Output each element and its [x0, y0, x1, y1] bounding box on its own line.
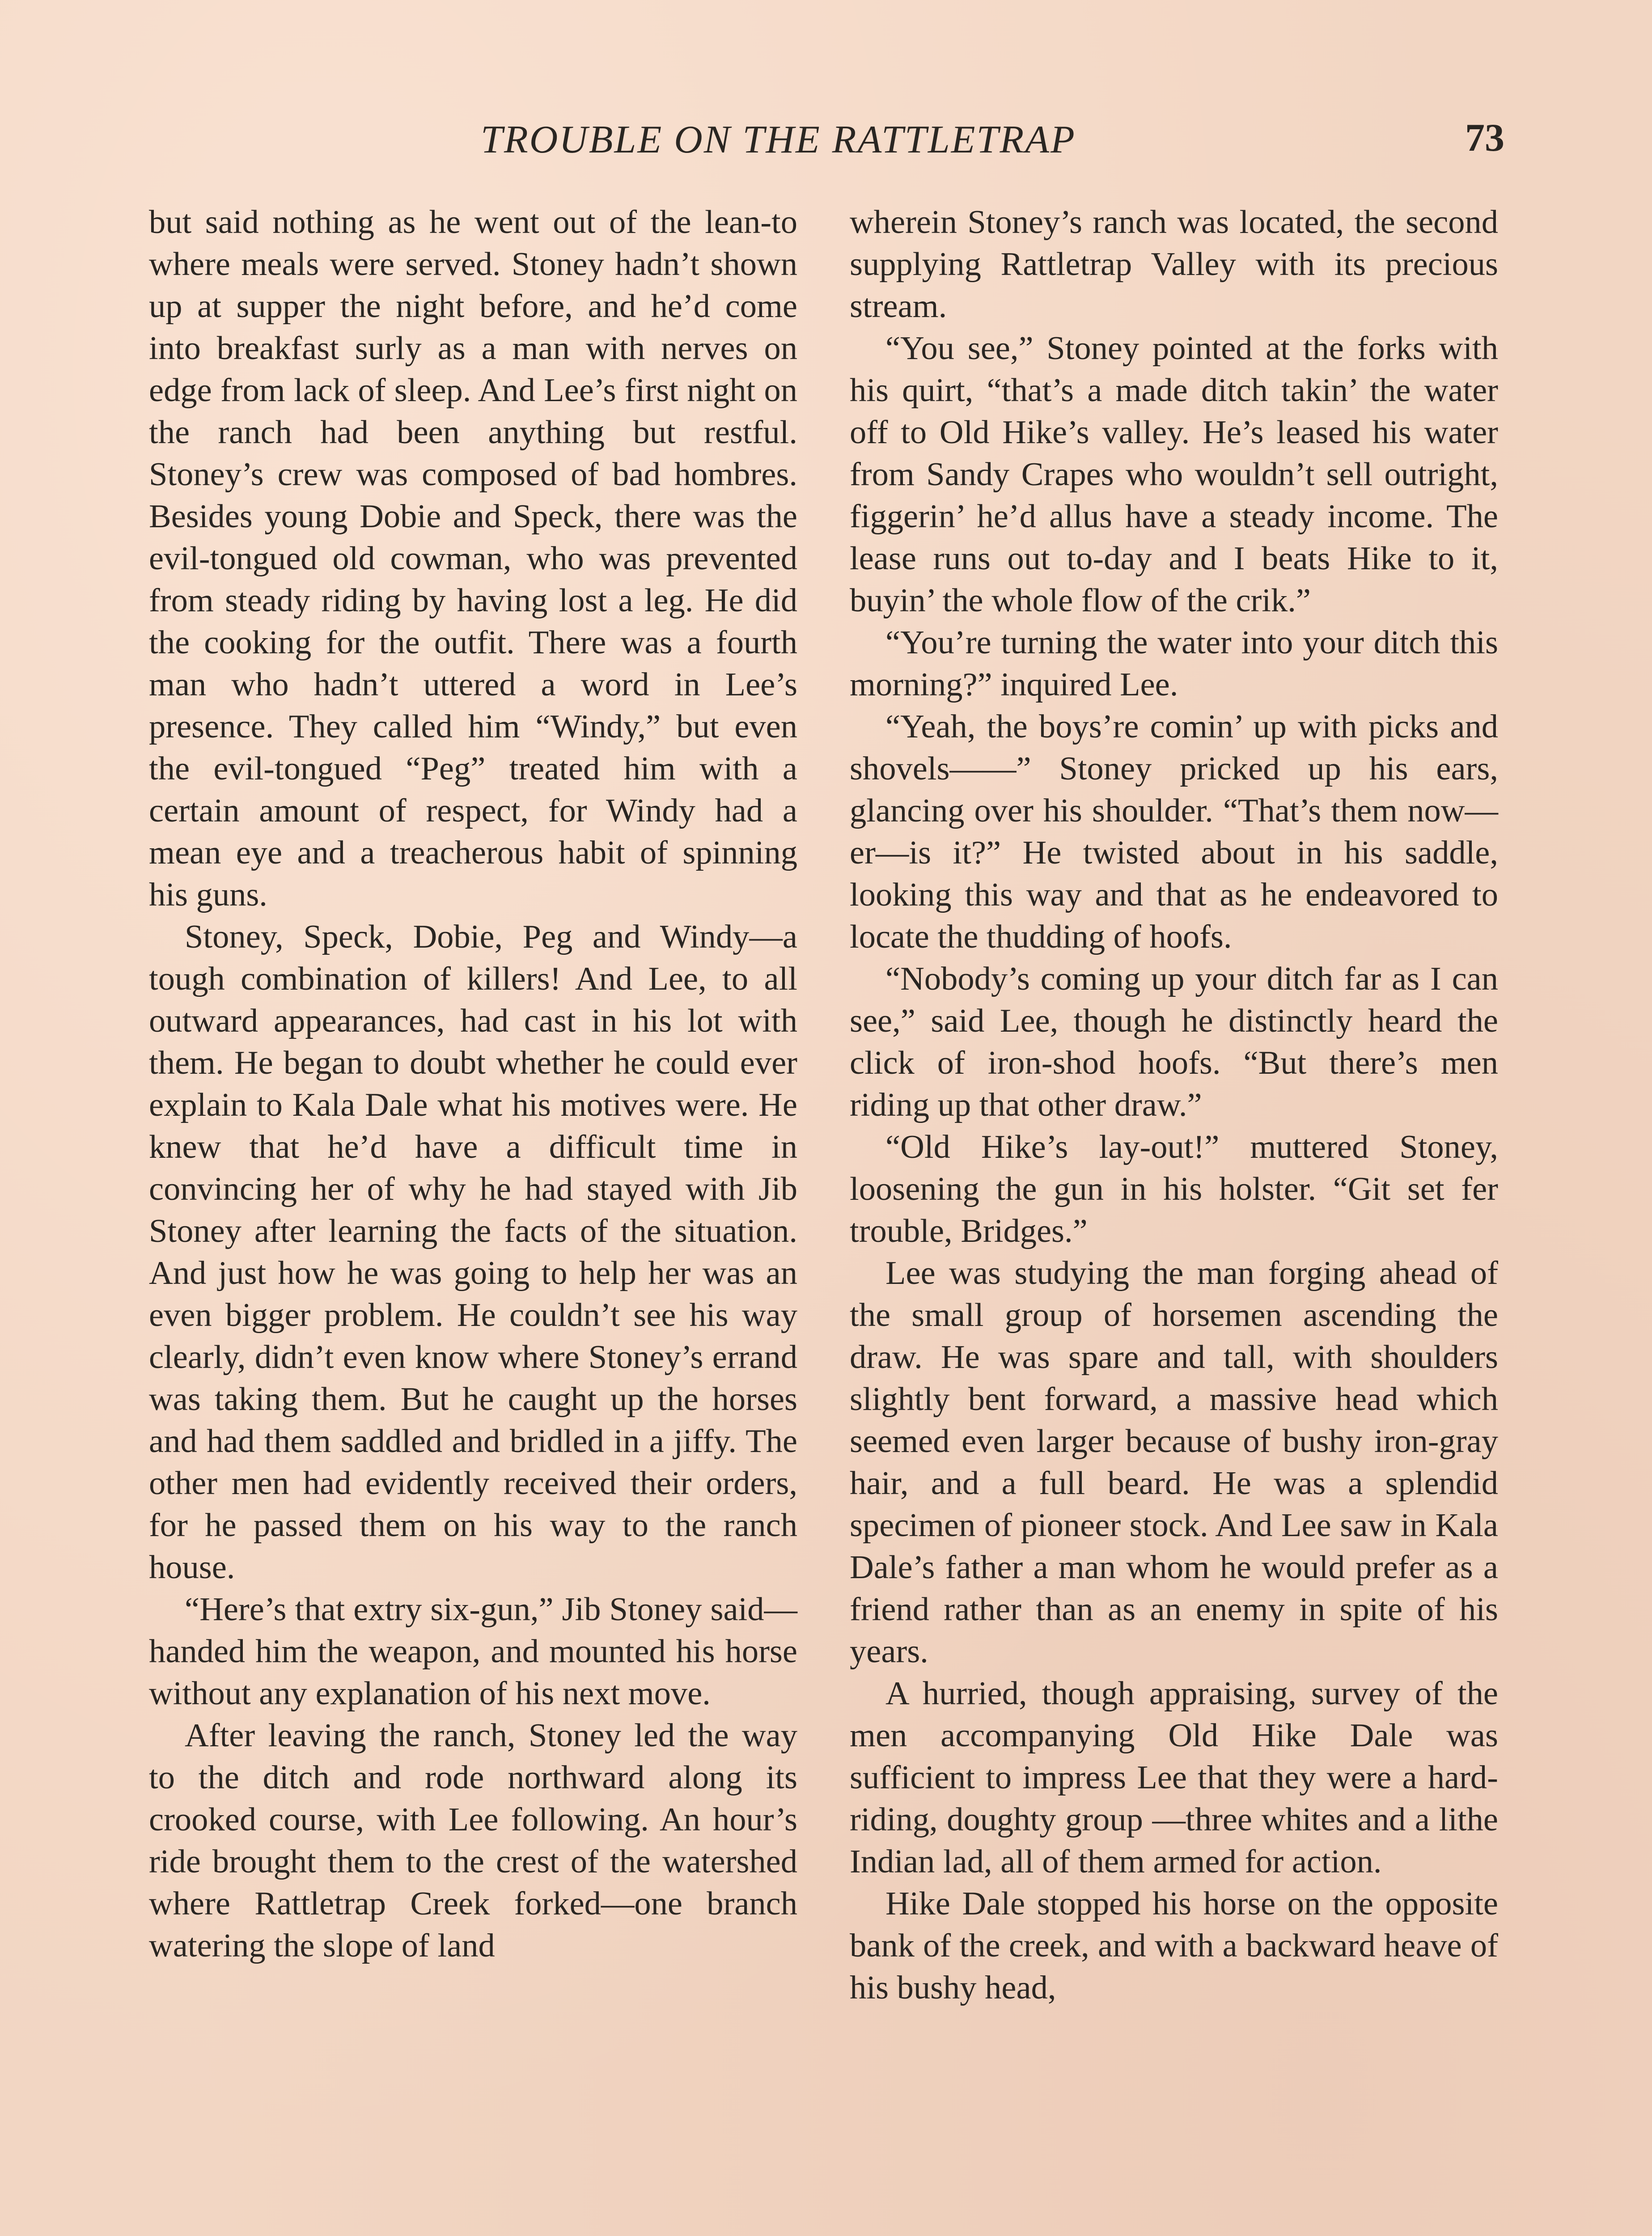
paragraph: “Nobody’s coming up your ditch far as I can see,” said Lee, though he distinctly heard the click of iron-shod hoofs. “But there’s men riding up that other draw.” [850, 961, 1498, 1123]
running-head-title: TROUBLE ON THE RATTLETRAP [481, 118, 1076, 161]
paragraph: but said nothing as he went out of the lean-to where meals were served. Stoney hadn’t shown up at supper the night before, and he’d come into breakfast surly as a man with nerves on edge from lack of sleep. And Lee’s first night on the ranch had been anything but restful. Stoney’s crew was composed of bad hombres. Besides young Dobie and Speck, there was the evil-tongued old cowman, who was prevented from steady riding by having lost a leg. He did the cooking for the outfit. There was a fourth man who hadn’t uttered a word in Lee’s presence. They called him “Windy,” but even the evil-tongued “Peg” treated him with a certain amount of respect, for Windy had a mean eye and a treacherous habit of spinning his guns. [149, 204, 797, 913]
paragraph: “You’re turning the water into your ditch this morning?” inquired Lee. [850, 624, 1498, 703]
left-text-column [149, 201, 797, 1967]
right-text-column [850, 201, 1498, 2009]
paragraph: Hike Dale stopped his horse on the opposite bank of the creek, and with a backward heave of his bushy head, [850, 1885, 1498, 2006]
paragraph: “Yeah, the boys’re comin’ up with picks and shovels——” Stoney pricked up his ears, glancing over his shoulder. “That’s them now—er—is it?” He twisted about in his saddle, looking this way and that as he endeavored to locate the thudding of hoofs. [850, 708, 1498, 955]
paragraph: Lee was studying the man forging ahead of the small group of horsemen ascending the draw. He was spare and tall, with shoulders slightly bent forward, a massive head which seemed even larger because of bushy iron-gray hair, and a full beard. He was a splendid specimen of pioneer stock. And Lee saw in Kala Dale’s father a man whom he would prefer as a friend rather than as an enemy in spite of his years. [850, 1255, 1498, 1670]
paragraph: A hurried, though appraising, survey of the men accompanying Old Hike Dale was sufficient to impress Lee that they were a hard-riding, doughty group —three whites and a lithe Indian lad, all of them armed for action. [850, 1675, 1498, 1880]
paragraph: “Here’s that extry six-gun,” Jib Stoney said—handed him the weapon, and mounted his horse without any explanation of his next move. [149, 1591, 797, 1712]
paragraph: After leaving the ranch, Stoney led the way to the ditch and rode northward along its crooked course, with Lee following. An hour’s ride brought them to the crest of the watershed where Rattletrap Creek forked—one branch watering the slope of land [149, 1717, 797, 1964]
paragraph: “You see,” Stoney pointed at the forks with his quirt, “that’s a made ditch takin’ the water off to Old Hike’s valley. He’s leased his water from Sandy Crapes who wouldn’t sell outright, figgerin’ he’d allus have a steady income. The lease runs out to-day and I beats Hike to it, buyin’ the whole flow of the crik.” [850, 330, 1498, 619]
page-number: 73 [1465, 116, 1504, 160]
paragraph: Stoney, Speck, Dobie, Peg and Windy—a tough combination of killers! And Lee, to all outward appearances, had cast in his lot with them. He began to doubt whether he could ever explain to Kala Dale what his motives were. He knew that he’d have a difficult time in convincing her of why he had stayed with Jib Stoney after learning the facts of the situation. And just how he was going to help her was an even bigger problem. He couldn’t see his way clearly, didn’t even know where Stoney’s errand was taking them. But he caught up the horses and had them saddled and bridled in a jiffy. The other men had evidently received their orders, for he passed them on his way to the ranch house. [149, 919, 797, 1586]
paragraph: “Old Hike’s lay-out!” muttered Stoney, loosening the gun in his holster. “Git set fer trouble, Bridges.” [850, 1129, 1498, 1249]
paragraph: wherein Stoney’s ranch was located, the second supplying Rattletrap Valley with its precious stream. [850, 204, 1498, 325]
